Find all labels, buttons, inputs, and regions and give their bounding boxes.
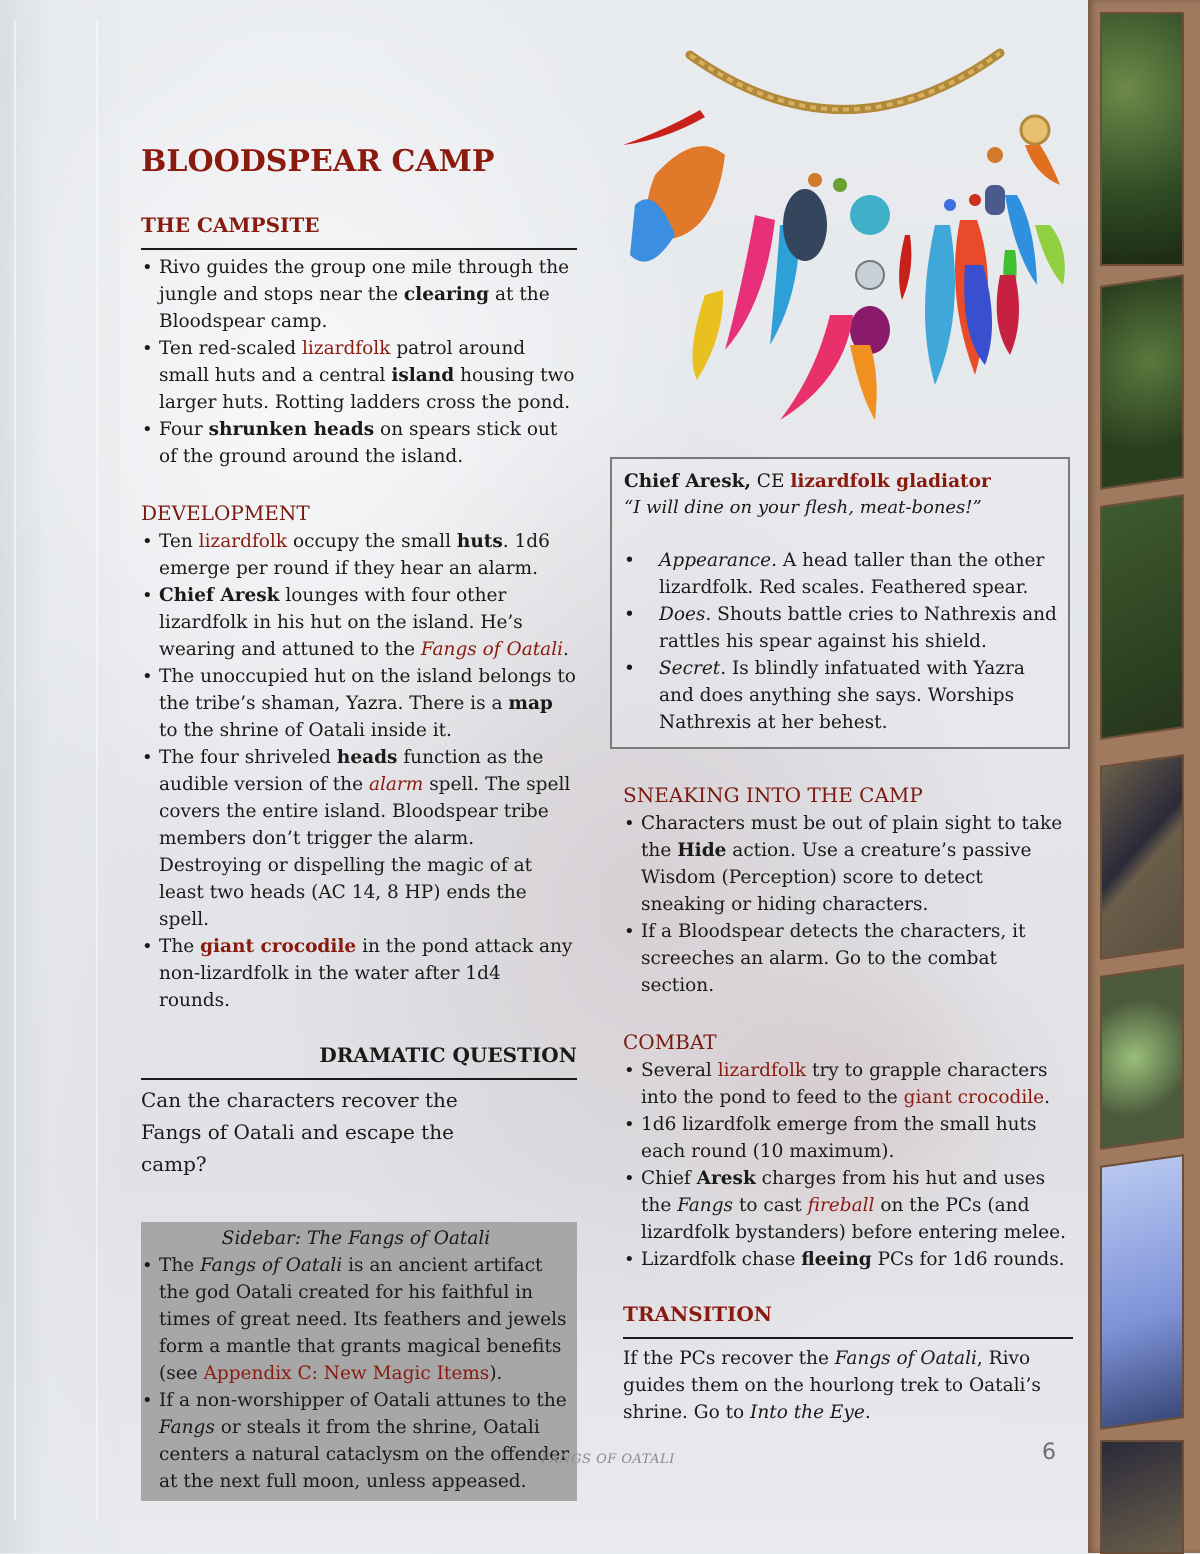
reference-link[interactable]: giant crocodile	[200, 936, 357, 957]
bold-term: heads	[336, 747, 398, 768]
list-item	[141, 582, 577, 663]
right-decorative-frame	[1088, 0, 1200, 1553]
list-item	[141, 933, 577, 1014]
right-column	[623, 782, 1073, 1426]
text-run: try to grapple characters into the pond to feed to the	[641, 1060, 1048, 1108]
dramatic-question-text: Can the characters recover the Fangs of Oatali and escape the camp?	[141, 1088, 458, 1176]
npc-statblock-link[interactable]: lizardfolk gladiator	[790, 471, 991, 492]
left-decorative-bar	[14, 20, 98, 1520]
bold-term: huts	[456, 531, 503, 552]
footer-book-title: FANGS OF OATALI	[541, 1452, 675, 1467]
frame-pane-jungle	[1100, 12, 1184, 266]
italic-term: Into the Eye	[750, 1402, 865, 1423]
sidebar-title: Sidebar: The Fangs of Oatali	[221, 1228, 491, 1249]
text-run: Rivo guides the group one mile through the jungle and stops near the	[159, 257, 570, 305]
reference-link[interactable]: lizardfolk	[198, 531, 288, 552]
list-item	[623, 810, 1073, 918]
list-item	[623, 918, 1073, 999]
italic-term: Fangs	[159, 1417, 215, 1438]
npc-alignment: CE	[750, 471, 791, 492]
reference-link[interactable]: lizardfolk	[717, 1060, 807, 1081]
text-run: If a Bloodspear detects the characters, it screeches an alarm. Go to the combat section.	[641, 921, 1026, 996]
bold-term: clearing	[403, 284, 490, 305]
section-heading-combat: COMBAT	[623, 1030, 717, 1054]
list-item	[141, 1252, 571, 1387]
bold-term: island	[391, 365, 455, 386]
npc-box-chief-aresk	[610, 457, 1070, 749]
left-column	[141, 140, 577, 1501]
page-title: BLOODSPEAR CAMP	[141, 144, 495, 179]
text-run: function as the audible version of the	[159, 747, 544, 795]
text-run: Lizardfolk chase	[641, 1249, 802, 1270]
text-run: .	[1044, 1087, 1051, 1108]
npc-trait-label: Does.	[659, 604, 712, 625]
list-item	[623, 1111, 1073, 1165]
text-run: Four	[159, 419, 209, 440]
npc-trait-text: Is blindly infatuated with Yazra and does anything she says. Worships Nathrexis at her behest.	[659, 658, 1025, 733]
campsite-bullet-list	[141, 254, 577, 470]
npc-trait-text: Shouts battle cries to Nathrexis and rattles his spear against his shield.	[659, 604, 1057, 652]
text-run: Ten	[159, 531, 199, 552]
italic-term: Fangs of Oatali	[200, 1255, 343, 1276]
reference-link[interactable]: lizardfolk	[302, 338, 391, 359]
list-item	[623, 1165, 1073, 1246]
page-number: 6	[1042, 1440, 1056, 1465]
npc-trait-text: A head taller than the other lizardfolk. Red scales. Feathered spear.	[659, 550, 1045, 598]
npc-trait	[624, 547, 1064, 601]
left-decorative-border	[0, 0, 120, 1553]
text-run: patrol around small huts and a central	[159, 338, 526, 386]
text-run: Characters must be out of plain sight to take the	[641, 813, 1063, 861]
text-run: If the PCs recover the	[623, 1348, 835, 1369]
development-bullet-list	[141, 528, 577, 1014]
combat-bullet-list	[623, 1057, 1073, 1273]
list-item	[141, 416, 577, 470]
text-run: ).	[489, 1363, 503, 1384]
text-run: spell. The spell covers the entire island. Bloodspear tribe members don’t trigger the alarm. Destroying or dispelling the magic of at least two heads (AC 14, 8 HP) ends the spell.	[159, 774, 571, 930]
text-run: is an ancient artifact the god Oatali created for his faithful in times of great need. Its feathers and jewels form a mantle that grants magical benefits (see	[159, 1255, 567, 1384]
reference-link[interactable]: Fangs of Oatali	[420, 639, 564, 660]
section-heading-development: DEVELOPMENT	[141, 501, 310, 525]
npc-heading	[624, 469, 1064, 495]
text-run: lounges with four other lizardfolk in his hut on the island. He’s wearing and attuned to the	[159, 585, 523, 660]
text-run: housing two larger huts. Rotting ladders cross the pond.	[159, 365, 575, 413]
npc-trait	[624, 601, 1064, 655]
text-run: on the PCs (and lizardfolk bystanders) before entering melee.	[641, 1195, 1066, 1243]
reference-link[interactable]: Appendix C: New Magic Items	[203, 1363, 490, 1384]
text-run: in the pond attack any non-lizardfolk in the water after 1d4 rounds.	[159, 936, 573, 1011]
frame-pane-trees	[1100, 1440, 1184, 1554]
text-run: Several	[641, 1060, 718, 1081]
section-heading-sneaking: SNEAKING INTO THE CAMP	[623, 783, 923, 807]
text-run: on spears stick out of the ground around the island.	[159, 419, 558, 467]
section-heading-dramatic-question: DRAMATIC QUESTION	[141, 1042, 577, 1080]
bold-term: Hide	[677, 840, 727, 861]
text-run: at the Bloodspear camp.	[159, 284, 550, 332]
text-run: The	[159, 1255, 201, 1276]
npc-name: Chief Aresk,	[624, 471, 751, 492]
text-run: The unoccupied hut on the island belongs to the tribe’s shaman, Yazra. There is a	[159, 666, 576, 714]
transition-text	[623, 1345, 1073, 1426]
section-heading-campsite: THE CAMPSITE	[141, 212, 577, 250]
text-run: action. Use a creature’s passive Wisdom (Perception) score to detect sneaking or hiding characters.	[641, 840, 1032, 915]
text-run: .	[563, 639, 569, 660]
italic-term: Fangs	[677, 1195, 734, 1216]
text-run: or steals it from the shrine, Oatali centers a natural cataclysm on the offender at the next full moon, unless appeased.	[159, 1417, 570, 1492]
text-run: to the shrine of Oatali inside it.	[159, 720, 452, 741]
reference-link[interactable]: alarm	[368, 774, 424, 795]
text-run: Chief	[641, 1168, 697, 1189]
text-run: . 1d6 emerge per round if they hear an alarm.	[159, 531, 550, 579]
text-run: 1d6 lizardfolk emerge from the small huts each round (10 maximum).	[641, 1114, 1037, 1162]
list-item	[141, 254, 577, 335]
bold-term: Aresk	[696, 1168, 756, 1189]
npc-traits-list	[624, 547, 1064, 736]
text-run: The four shriveled	[159, 747, 337, 768]
npc-trait	[624, 655, 1064, 736]
text-run: PCs for 1d6 rounds.	[871, 1249, 1065, 1270]
npc-quote: “I will dine on your flesh, meat-bones!”	[624, 497, 982, 518]
list-item	[141, 744, 577, 933]
list-item	[623, 1057, 1073, 1111]
list-item	[141, 1387, 571, 1495]
text-run: occupy the small	[287, 531, 457, 552]
list-item	[623, 1246, 1073, 1273]
npc-trait-label: Secret.	[659, 658, 727, 679]
sidebar-fangs-of-oatali	[141, 1222, 577, 1501]
section-heading-transition: TRANSITION	[623, 1301, 1073, 1339]
bold-term: map	[508, 693, 553, 714]
text-run: charges from his hut and uses the	[641, 1168, 1046, 1216]
list-item	[141, 335, 577, 416]
bold-term: fleeing	[801, 1249, 872, 1270]
sneaking-bullet-list	[623, 810, 1073, 999]
text-run: .	[864, 1402, 871, 1423]
text-run: to cast	[733, 1195, 808, 1216]
frame-pane-jungle	[1100, 494, 1184, 740]
npc-trait-label: Appearance.	[659, 550, 778, 571]
text-run: Ten red-scaled	[159, 338, 303, 359]
text-run: If a non-worshipper of Oatali attunes to the	[159, 1390, 567, 1411]
frame-pane-jungle	[1100, 274, 1184, 490]
bold-term: Chief Aresk	[159, 585, 280, 606]
list-item	[141, 663, 577, 744]
sidebar-bullet-list	[141, 1252, 571, 1495]
text-run: , Rivo guides them on the hourlong trek to Oatali’s shrine. Go to	[623, 1348, 1041, 1423]
bold-term: shrunken heads	[208, 419, 375, 440]
text-run: The	[159, 936, 201, 957]
italic-term: Fangs of Oatali	[834, 1348, 977, 1369]
frame-pane-sky	[1100, 1154, 1184, 1430]
reference-link[interactable]: fireball	[807, 1195, 875, 1216]
frame-pane-trees	[1100, 964, 1184, 1150]
frame-pane-trees	[1100, 754, 1184, 960]
list-item	[141, 528, 577, 582]
reference-link[interactable]: giant crocodile	[903, 1087, 1045, 1108]
necklace-illustration	[605, 35, 1075, 430]
